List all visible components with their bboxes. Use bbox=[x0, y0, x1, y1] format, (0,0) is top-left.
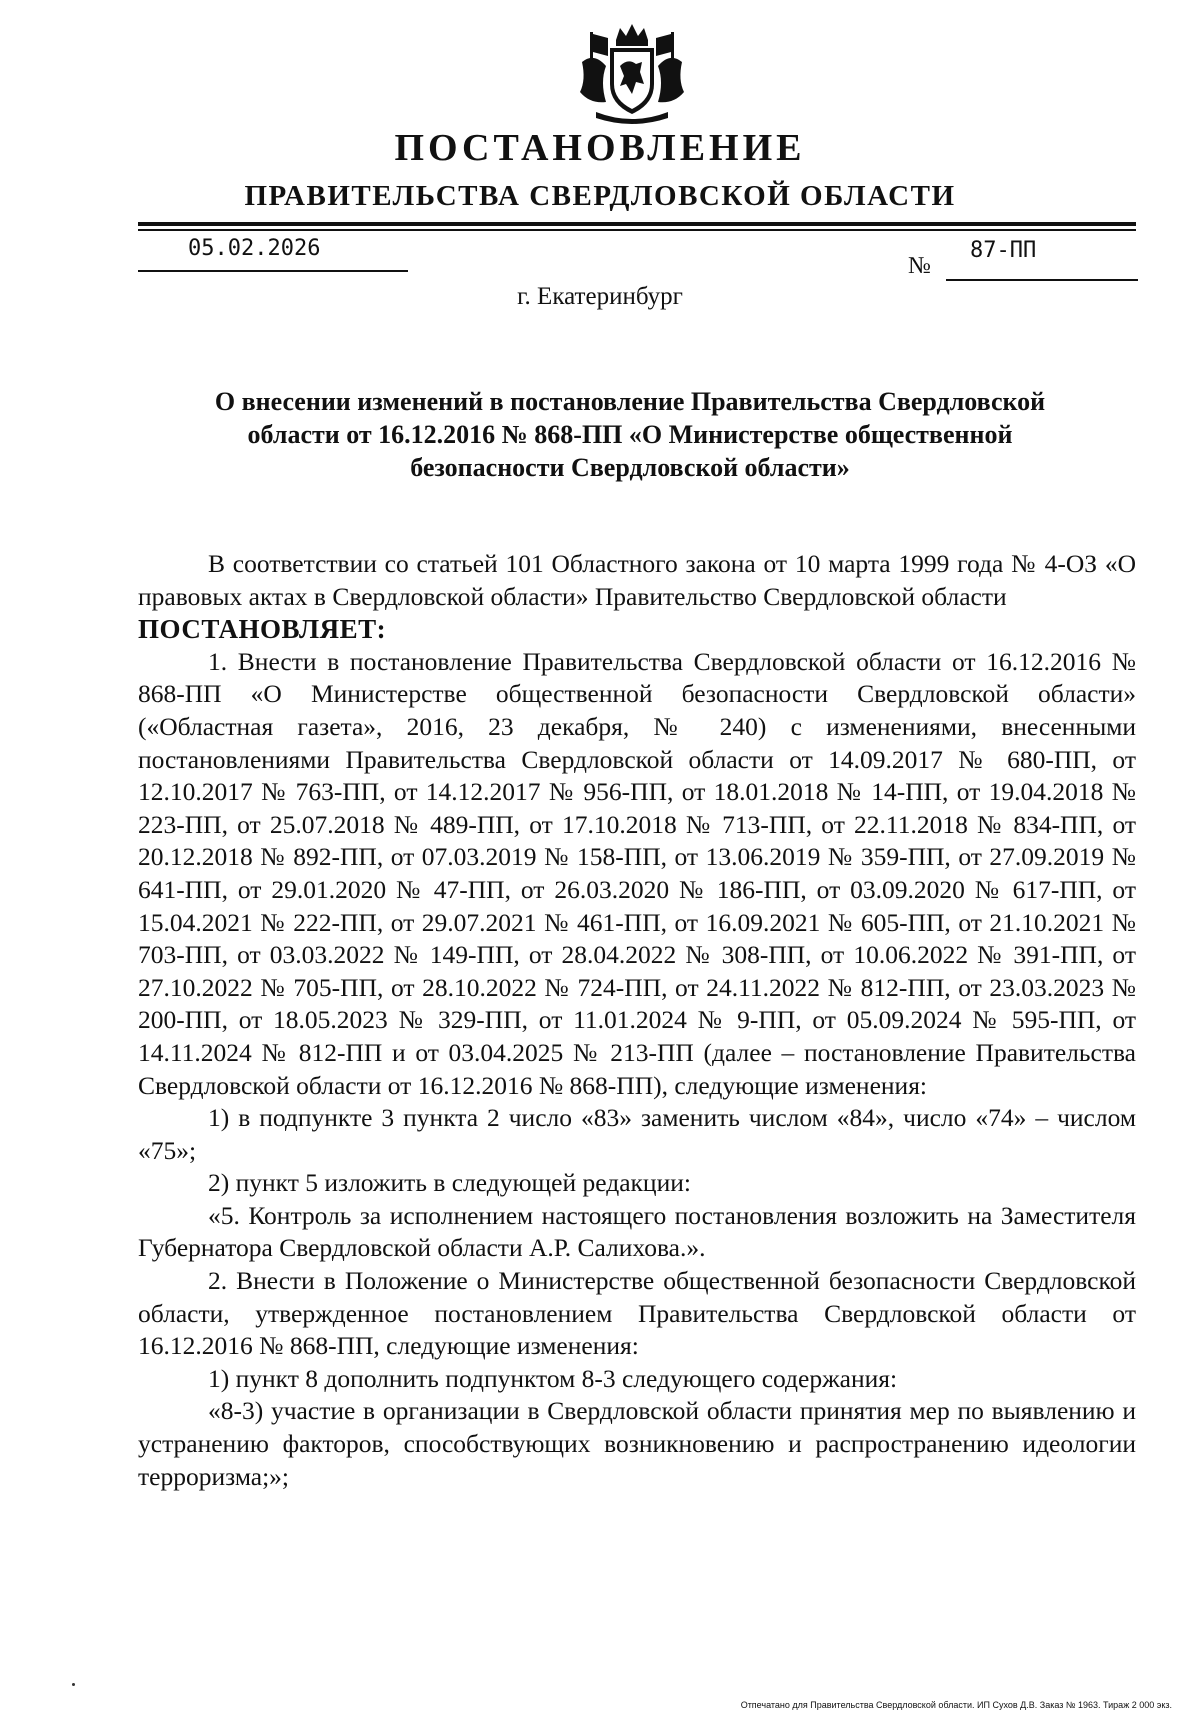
coat-of-arms-emblem bbox=[572, 22, 692, 126]
margin-dot bbox=[72, 1683, 75, 1686]
document-date: 05.02.2026 bbox=[188, 236, 321, 261]
decree-word: ПОСТАНОВЛЯЕТ: bbox=[138, 614, 387, 645]
document-number: 87-ПП bbox=[970, 238, 1037, 263]
header-rule-thick bbox=[138, 222, 1136, 226]
item-2-subitem-1-text: «8-3) участие в организации в Свердловской области принятия мер по выявлению и устранению факторов, способствующих возникновению и распространению идеологии терроризма;»; bbox=[138, 1396, 1136, 1491]
item-1-subitem-1: 1) в подпункте 3 пункта 2 число «83» заменить числом «84», число «74» – числом «75»; bbox=[138, 1103, 1136, 1165]
number-sign: № bbox=[908, 253, 931, 279]
issue-city: г. Екатеринбург bbox=[517, 283, 683, 310]
date-underline bbox=[138, 270, 408, 272]
item-1-paragraph: 1. Внести в постановление Правительства Свердловской области от 16.12.2016 № 868-ПП «О Министерстве общественной безопасности Свердловской области» («Областная газета», 2016, 23 декабря, № 240) с изменениями, внесенными постановлениями Правительства Свердловской области от 14.09.2017 № 680-ПП, от 12.10.2017 № 763-ПП, от 14.12.2017 № 956-ПП, от 18.01.2018 № 14-ПП, от 19.04.2018 № 223-ПП, от 25.07.2018 № 489-ПП, от 17.10.2018 № 713-ПП, от 22.11.2018 № 834-ПП, от 20.12.2018 № 892-ПП, от 07.03.2019 № 158-ПП, от 13.06.2019 № 359-ПП, от 27.09.2019 № 641-ПП, от 29.01.2020 № 47-ПП, от 26.03.2020 № 186-ПП, от 03.09.2020 № 617-ПП, от 15.04.2021 № 222-ПП, от 29.07.2021 № 461-ПП, от 16.09.2021 № 605-ПП, от 21.10.2021 № 703-ПП, от 03.03.2022 № 149-ПП, от 28.04.2022 № 308-ПП, от 10.06.2022 № 391-ПП, от 27.10.2022 № 705-ПП, от 28.10.2022 № 724-ПП, от 24.11.2022 № 812-ПП, от 23.03.2023 № 200-ПП, от 18.05.2023 № 329-ПП, от 11.01.2024 № 9-ПП, от 05.09.2024 № 595-ПП, от 14.11.2024 № 812-ПП и от 03.04.2025 № 213-ПП (далее – постановление Правительства Свердловской области от 16.12.2016 № 868-ПП), следующие изменения: bbox=[138, 646, 1136, 1100]
header-rule-thin bbox=[138, 229, 1136, 231]
item-2-subitem-1: 1) пункт 8 дополнить подпунктом 8-3 следующего содержания: bbox=[208, 1363, 898, 1393]
issuing-authority: ПРАВИТЕЛЬСТВА СВЕРДЛОВСКОЙ ОБЛАСТИ bbox=[244, 180, 956, 212]
item-1-subitem-2-text: «5. Контроль за исполнением настоящего постановления возложить на Заместителя Губернатора Свердловской области А.Р. Салихова.». bbox=[138, 1200, 1136, 1263]
document-body bbox=[138, 548, 1136, 1493]
document-title: О внесении изменений в постановление Правительства Свердловской области от 16.12.2016 № 868-ПП «О Министерстве общественной безопасности Свердловской области» bbox=[214, 387, 1046, 482]
document-type-heading: ПОСТАНОВЛЕНИЕ bbox=[394, 127, 806, 169]
print-imprint: Отпечатано для Правительства Свердловской области. ИП Сухов Д.В. Заказ № 1963. Тираж 2 000 экз. bbox=[740, 1700, 1172, 1710]
item-1-subitem-2: 2) пункт 5 изложить в следующей редакции: bbox=[208, 1168, 691, 1198]
item-2-paragraph: 2. Внести в Положение о Министерстве общественной безопасности Свердловской области, утвержденное постановлением Правительства Свердловской области от 16.12.2016 № 868-ПП, следующие изменения: bbox=[138, 1266, 1136, 1361]
intro-paragraph: В соответствии со статьей 101 Областного закона от 10 марта 1999 года № 4-ОЗ «О правовых актах в Свердловской области» Правительство Свердловской области bbox=[138, 549, 1136, 611]
